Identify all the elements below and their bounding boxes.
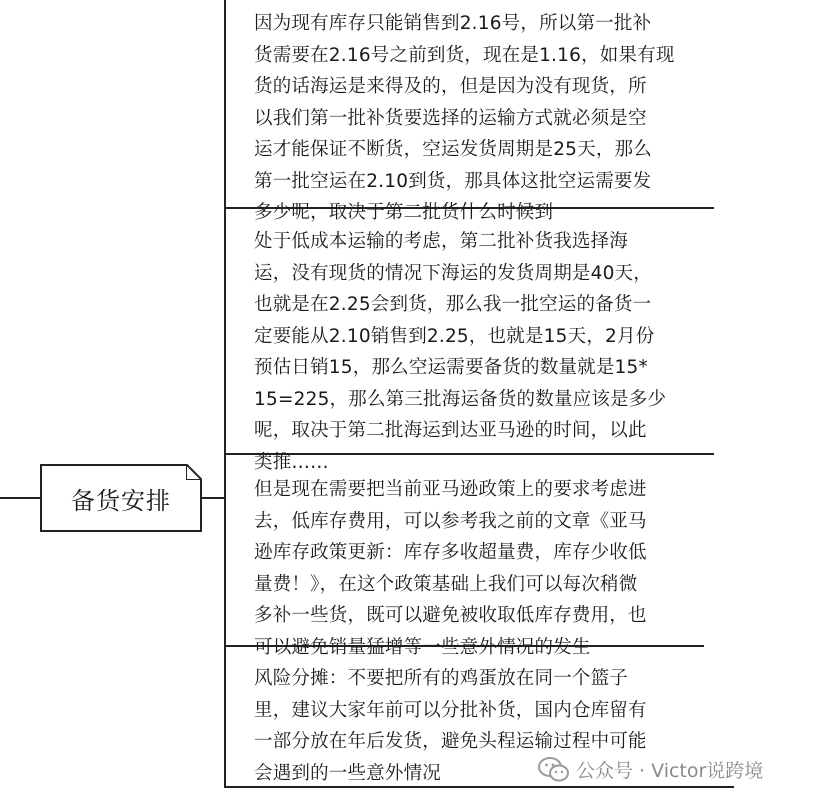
branch-4-line: 一部分放在年后发货，避免头程运输过程中可能 [254, 731, 647, 752]
branch-3-text [254, 474, 647, 663]
root-connector-left [0, 497, 40, 499]
branch-2-line: 处于低成本运输的考虑，第二批补货我选择海 [254, 231, 629, 252]
branch-4-line: 风险分摊：不要把所有的鸡蛋放在同一个篮子 [254, 668, 629, 689]
branch-1-line: 以我们第一批补货要选择的运输方式就必须是空 [254, 107, 647, 129]
root-node[interactable] [40, 464, 202, 532]
branch-2-line: 也就是在2.25会到货，那么我一批空运的备货一 [254, 294, 652, 315]
branch-2-line: 15=225，那么第三批海运备货的数量应该是多少 [254, 388, 667, 410]
branch-3-line: 去，低库存费用，可以参考我之前的文章《亚马 [254, 510, 647, 532]
branch-3-line: 量费！》，在这个政策基础上我们可以每次稍微 [254, 573, 638, 595]
branch-3-line: 但是现在需要把当前亚马逊政策上的要求考虑进 [254, 479, 647, 500]
note-fold-icon [186, 464, 202, 480]
branch-2-line: 定要能从2.10销售到2.25，也就是15天，2月份 [254, 325, 655, 347]
branch-3-line: 可以避免销量猛增等一些意外情况的发生 [254, 636, 591, 658]
branch-2-line: 呢，取决于第二批海运到达亚马逊的时间，以此 [254, 420, 647, 441]
root-connector-right [202, 497, 226, 499]
branch-4-line: 里，建议大家年前可以分批补货，国内仓库留有 [254, 699, 647, 721]
branch-2-text [254, 226, 666, 478]
branch-1-line: 第一批空运在2.10到货，那具体这批空运需要发 [254, 170, 652, 192]
branch-1-line: 多少呢，取决于第二批货什么时候到 [254, 202, 554, 223]
root-label: 备货安排 [71, 486, 171, 515]
branch-2-line: 运，没有现货的情况下海运的发货周期是40天， [254, 262, 652, 284]
branch-trunk [224, 0, 226, 788]
branch-2-line: 类推…… [254, 451, 329, 473]
branch-1-text [254, 8, 675, 229]
branch-3-line: 逊库存政策更新：库存多收超量费，库存少收低 [254, 542, 647, 563]
branch-1-line: 货的话海运是来得及的，但是因为没有现货，所 [254, 76, 647, 97]
watermark-text: 公众号 · Victor说跨境 [576, 760, 764, 782]
branch-3-line: 多补一些货，既可以避免被收取低库存费用，也 [254, 605, 647, 626]
wechat-icon [538, 757, 570, 783]
branch-1-line: 货需要在2.16号之前到货，现在是1.16，如果有现 [254, 44, 675, 66]
branch-1-line: 运才能保证不断货，空运发货周期是25天，那么 [254, 139, 652, 160]
branch-2-line: 预估日销15，那么空运需要备货的数量就是15* [254, 357, 648, 378]
branch-4-line: 会遇到的一些意外情况 [254, 762, 442, 784]
watermark [538, 756, 763, 783]
branch-1-line: 因为现有库存只能销售到2.16号，所以第一批补 [254, 13, 652, 34]
